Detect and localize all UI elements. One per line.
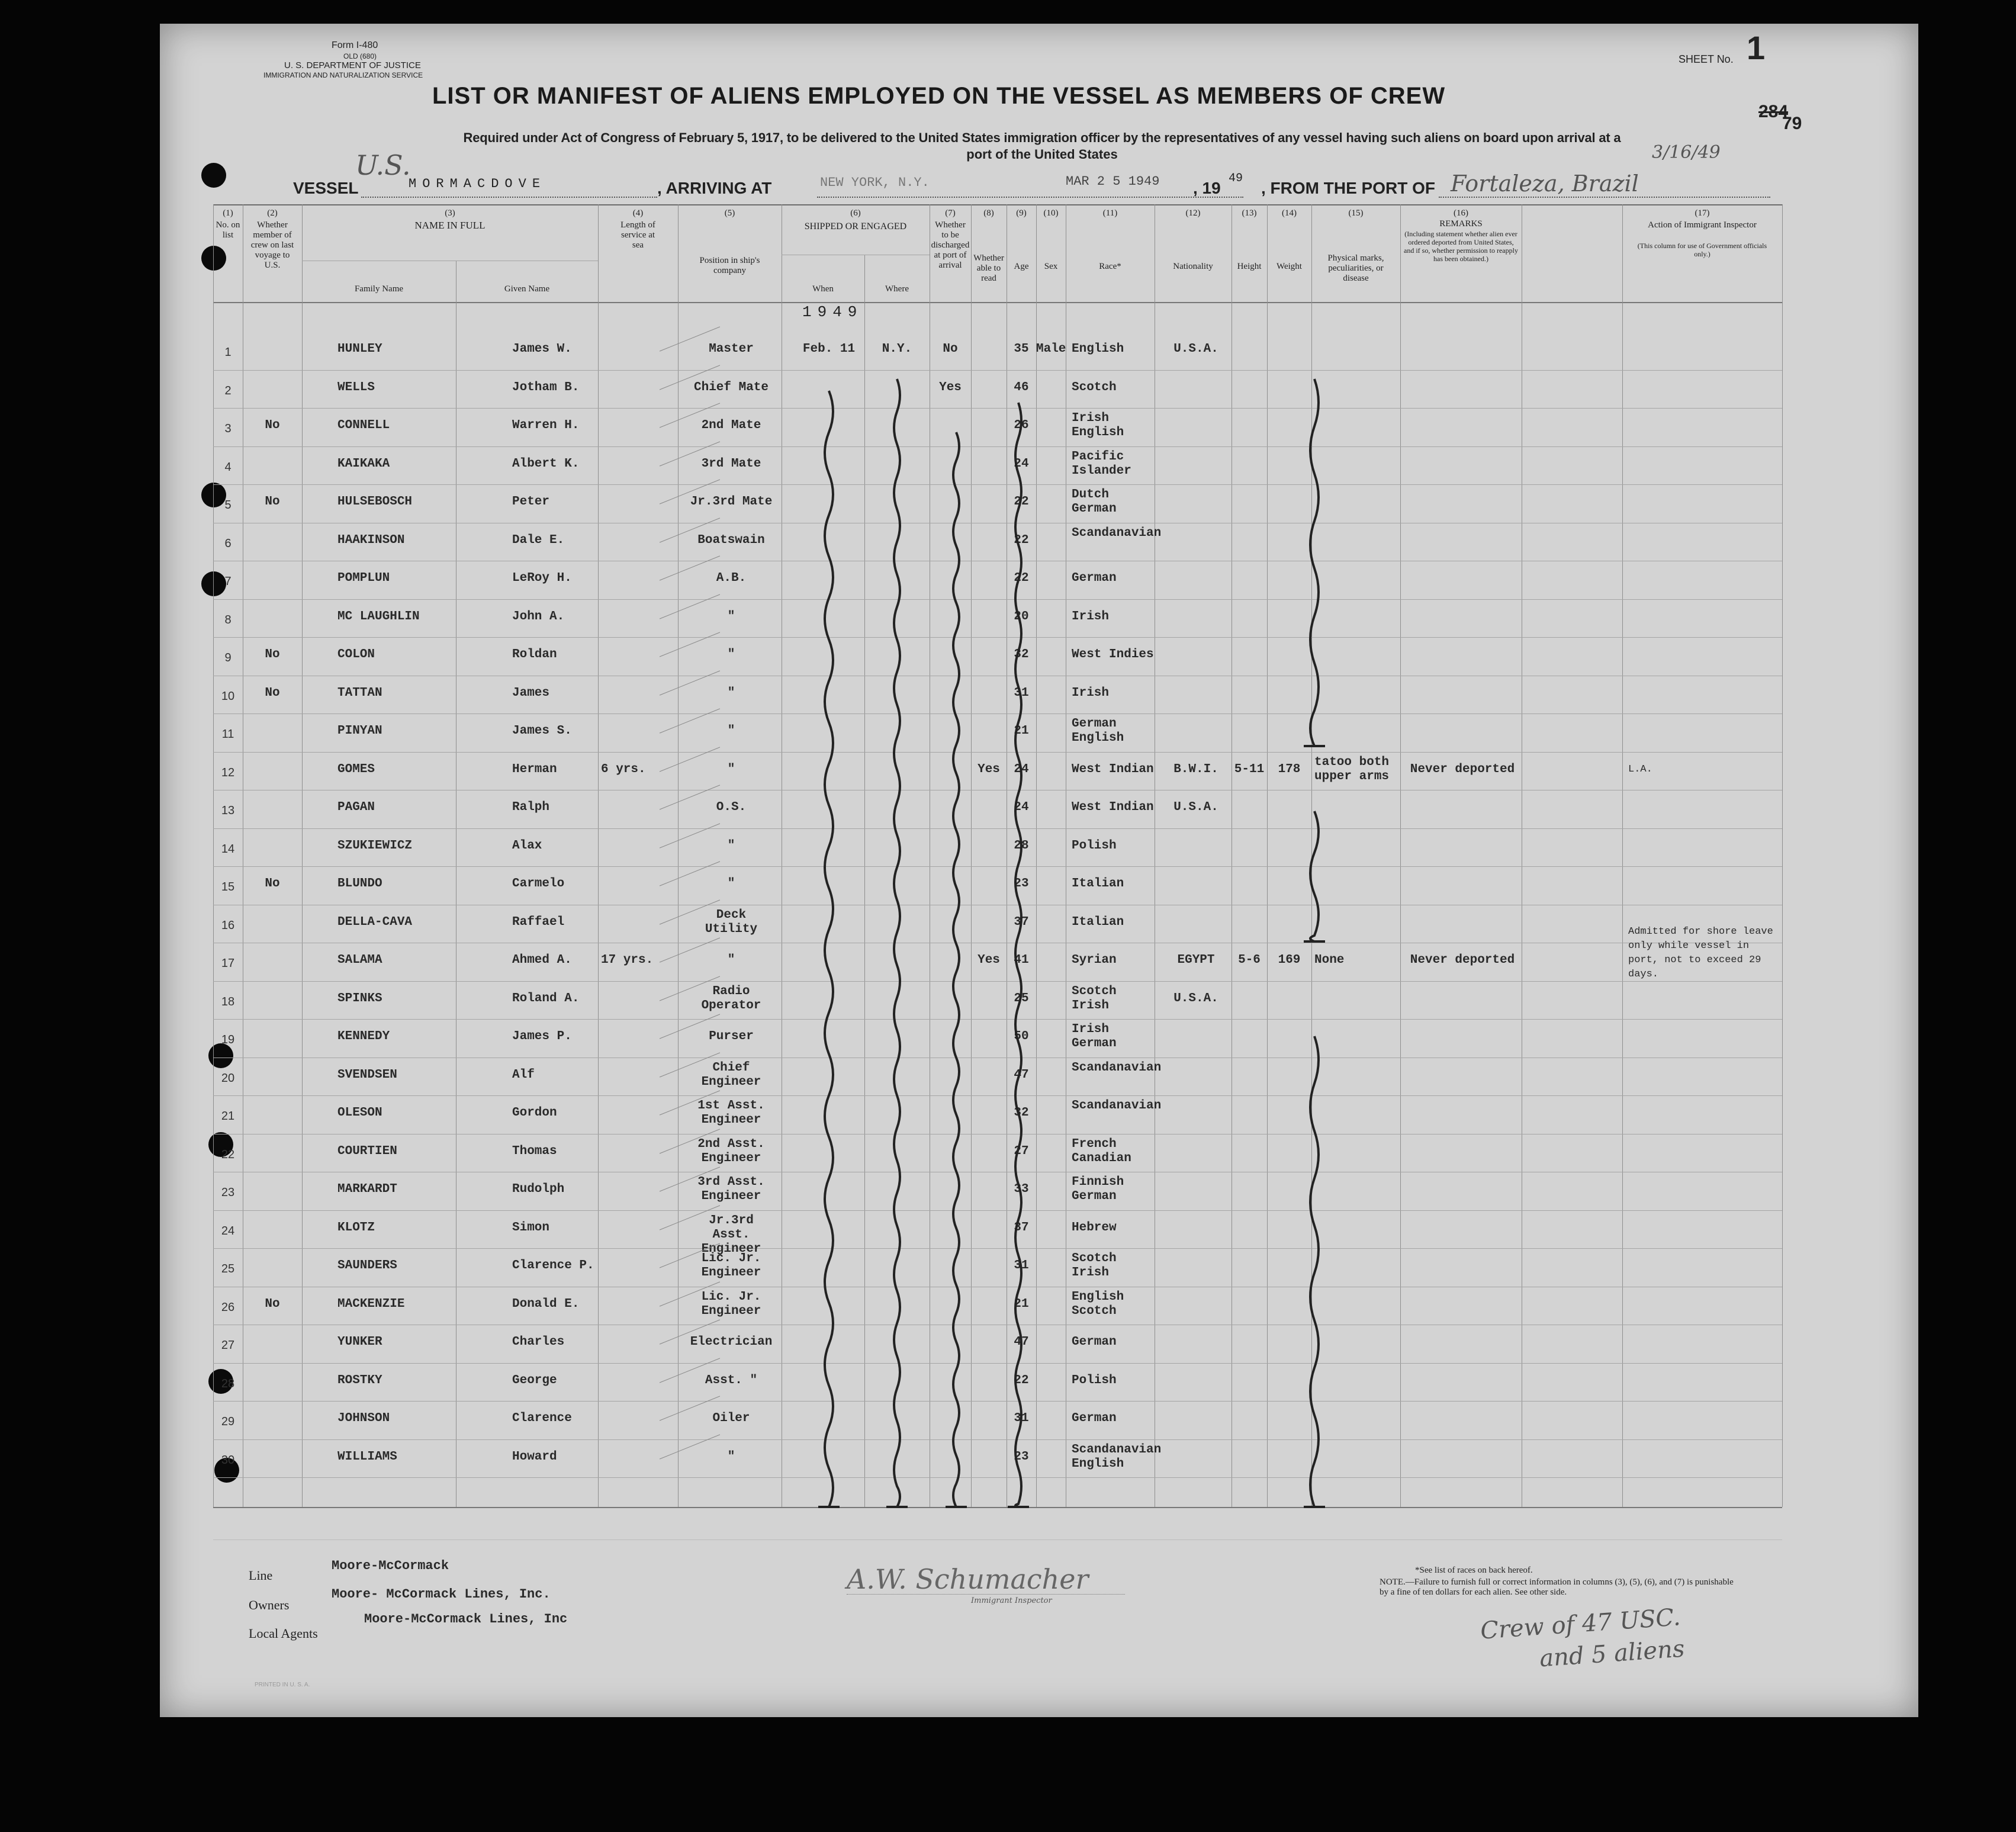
cell-given: Gordon: [512, 1106, 557, 1120]
cell-age: 41: [1014, 953, 1029, 967]
col-13-label: Height: [1237, 262, 1262, 271]
cell-family: WELLS: [337, 380, 375, 394]
cell-family: KLOTZ: [337, 1220, 375, 1235]
cell-age: 37: [1014, 1220, 1029, 1235]
corner-crossed: 284: [1758, 102, 1789, 121]
col-10-num: (10): [1043, 208, 1059, 218]
row-number: 16: [221, 918, 235, 932]
cell-given: Simon: [512, 1220, 550, 1235]
cell-given: Roland A.: [512, 991, 580, 1005]
cell-race: Polish: [1072, 1373, 1117, 1387]
row-number: 24: [221, 1224, 235, 1238]
cell-position: Jr.3rd Mate: [690, 495, 773, 509]
cell-position: Chief Engineer: [701, 1060, 761, 1089]
cell-weight: 169: [1278, 953, 1301, 967]
cell-age: 32: [1014, 1106, 1029, 1120]
manifest-page: [160, 24, 1918, 1717]
cell-race: Irish: [1072, 686, 1110, 700]
row-number: 21: [221, 1110, 235, 1123]
col-4-num: (4): [632, 208, 644, 218]
cell-position: Electrician: [690, 1335, 773, 1349]
cell-race: Dutch German: [1072, 488, 1117, 516]
form-edition: OLD (680): [343, 52, 377, 60]
cell-family: PAGAN: [337, 801, 375, 814]
agents-label: Local Agents: [249, 1626, 318, 1641]
cell-position: ": [727, 762, 735, 776]
cell-age: 27: [1014, 1144, 1029, 1158]
cell-given: Raffael: [512, 915, 565, 929]
cell-nationality: U.S.A.: [1173, 991, 1218, 1005]
cell-race: Irish German: [1072, 1023, 1117, 1050]
handwritten-date: 3/16/49: [1652, 142, 1721, 163]
cell-race: Scandanavian: [1072, 1060, 1162, 1075]
cell-age: 23: [1014, 1449, 1029, 1464]
vessel-name: MORMACDOVE: [409, 176, 546, 191]
row-number: 30: [221, 1453, 235, 1467]
cell-family: MARKARDT: [337, 1182, 397, 1196]
row-number: 13: [221, 804, 235, 817]
cell-height: 5-11: [1234, 762, 1265, 776]
col-5-label: Position in ship's company: [699, 256, 760, 275]
col-11-num: (11): [1102, 208, 1118, 218]
cell-age: 47: [1014, 1068, 1029, 1082]
cell-service: 6 yrs.: [601, 762, 646, 776]
row-number: 8: [224, 613, 231, 626]
col-15-num: (15): [1348, 208, 1364, 218]
cell-position: ": [727, 877, 735, 891]
row-number: 9: [224, 651, 231, 664]
remarks-note: (Including statement whether alien ever ordered deported from United States, and if so, whether permission to reapply has been obtained.): [1404, 230, 1518, 263]
cell-race: West Indies: [1072, 648, 1154, 661]
row-number: 23: [221, 1186, 235, 1199]
cell-family: KENNEDY: [337, 1030, 390, 1043]
cell-family: BLUNDO: [337, 877, 382, 891]
cell-service: 17 yrs.: [601, 953, 654, 967]
corner-number: 79: [1782, 114, 1802, 133]
cell-given: Clarence P.: [512, 1259, 594, 1272]
cell-nationality: U.S.A.: [1173, 801, 1218, 814]
cell-height: 5-6: [1238, 953, 1261, 967]
cell-position: Master: [709, 342, 754, 356]
cell-given: Clarence: [512, 1412, 572, 1425]
row-number: 22: [221, 1148, 235, 1161]
row-number: 18: [221, 995, 235, 1008]
col-7-num: (7): [945, 208, 956, 218]
cell-given: Ralph: [512, 801, 550, 814]
cell-family: MC LAUGHLIN: [337, 609, 420, 623]
cell-age: 21: [1014, 724, 1029, 738]
cell-race: German English: [1072, 717, 1124, 745]
row-number: 25: [221, 1262, 235, 1275]
col-8-num: (8): [983, 208, 994, 218]
cell-position: Purser: [709, 1030, 754, 1043]
col-17-label: Action of Immigrant Inspector: [1648, 220, 1757, 230]
col-9-num: (9): [1016, 208, 1027, 218]
row-number: 6: [224, 536, 231, 550]
cell-family: GOMES: [337, 762, 375, 776]
cell-position: ": [727, 1449, 735, 1464]
col-6-label: SHIPPED OR ENGAGED: [804, 221, 907, 232]
given-name-header: Given Name: [504, 284, 550, 294]
cell-crew: No: [265, 1297, 280, 1311]
cell-age: 25: [1014, 991, 1029, 1005]
cell-given: Ahmed A.: [512, 953, 572, 967]
row-number: 2: [224, 384, 231, 397]
cell-age: 24: [1014, 801, 1029, 814]
col-2-label: Whether member of crew on last voyage to U.S.: [250, 220, 294, 270]
row-number: 19: [221, 1033, 235, 1046]
cell-position: Chief Mate: [693, 380, 769, 394]
cell-family: WILLIAMS: [337, 1449, 397, 1464]
cell-position: A.B.: [716, 571, 747, 585]
cell-age: 33: [1014, 1182, 1029, 1196]
cell-family: HULSEBOSCH: [337, 495, 413, 509]
cell-race: Scandanavian: [1072, 526, 1162, 540]
handwritten-note-2: and 5 aliens: [1538, 1635, 1686, 1673]
vessel-prefix: U.S.: [355, 149, 411, 181]
cell-race: English: [1072, 342, 1124, 356]
cell-given: Howard: [512, 1449, 557, 1464]
port-label: , FROM THE PORT OF: [1261, 179, 1435, 197]
subtitle-line1: Required under Act of Congress of February 5, 1917, to be delivered to the United States immigration officer by the representatives of any vessel having such aliens on board upon arrival at a: [463, 130, 1621, 145]
cell-family: CONNELL: [337, 419, 390, 432]
cell-age: 31: [1014, 1412, 1029, 1425]
cell-position: 3rd Mate: [701, 457, 761, 471]
vessel-label: VESSEL: [293, 179, 359, 197]
col-15-label: Physical marks, peculiarities, or disease: [1327, 253, 1384, 283]
handwritten-note-1: Crew of 47 USC.: [1479, 1603, 1681, 1645]
printed-mark: PRINTED IN U. S. A.: [255, 1682, 310, 1688]
cell-position: 1st Asst. Engineer: [697, 1099, 765, 1127]
col-4-label: Length of service at sea: [620, 220, 655, 250]
cell-age: 32: [1014, 648, 1029, 661]
cell-discharged: Yes: [939, 380, 962, 394]
cell-race: German: [1072, 571, 1117, 585]
arriving-label: , ARRIVING AT: [657, 179, 772, 197]
cell-family: SALAMA: [337, 953, 382, 967]
cell-where: N.Y.: [882, 342, 912, 356]
row-number: 20: [221, 1071, 235, 1085]
col-1-num: (1): [223, 208, 233, 218]
col-6-num: (6): [850, 208, 861, 218]
cell-crew: No: [265, 495, 280, 509]
penalty-note: NOTE.—Failure to furnish full or correct information in columns (3), (5), (6), and (7) is punishable by a fine of ten dollars for each alien. See other side.: [1380, 1577, 1734, 1597]
page-title: LIST OR MANIFEST OF ALIENS EMPLOYED ON THE VESSEL AS MEMBERS OF CREW: [432, 83, 1446, 109]
cell-race: Italian: [1072, 915, 1124, 929]
cell-age: 31: [1014, 1259, 1029, 1272]
col-16-num: (16): [1454, 208, 1468, 218]
cell-race: Italian: [1072, 877, 1124, 891]
cell-age: 26: [1014, 419, 1029, 432]
cell-age: 22: [1014, 571, 1029, 585]
cell-age: 22: [1014, 533, 1029, 547]
row-number: 3: [224, 422, 231, 435]
year-value: 49: [1229, 172, 1243, 185]
cell-position: Asst. ": [705, 1373, 758, 1387]
cell-race: English Scotch: [1072, 1290, 1124, 1318]
cell-read: Yes: [978, 762, 1000, 776]
cell-given: Thomas: [512, 1144, 557, 1158]
cell-weight: 178: [1278, 762, 1301, 776]
owners-value: Moore- McCormack Lines, Inc.: [332, 1587, 551, 1602]
row-number: 4: [224, 460, 231, 474]
cell-race: Scotch: [1072, 380, 1117, 394]
cell-position: ": [727, 648, 735, 661]
cell-given: LeRoy H.: [512, 571, 572, 585]
cell-remarks: Never deported: [1410, 953, 1515, 967]
cell-race: Scandanavian English: [1072, 1442, 1162, 1471]
col-12-num: (12): [1185, 208, 1201, 218]
cell-family: ROSTKY: [337, 1373, 382, 1387]
cell-age: 22: [1014, 1373, 1029, 1387]
year-shipped: 1949: [802, 303, 863, 321]
cell-age: 24: [1014, 762, 1029, 776]
row-number: 12: [221, 766, 235, 779]
cell-position: ": [727, 609, 735, 623]
form-number: Form I-480: [332, 40, 378, 50]
cell-age: 21: [1014, 1297, 1029, 1311]
cell-crew: No: [265, 877, 280, 891]
cell-given: George: [512, 1373, 557, 1387]
cell-family: TATTAN: [337, 686, 382, 700]
cell-position: Jr.3rd Asst. Engineer: [701, 1213, 761, 1256]
cell-given: Jotham B.: [512, 380, 580, 394]
cell-sex: Male: [1036, 342, 1066, 356]
cell-family: PINYAN: [337, 724, 382, 738]
cell-age: 20: [1014, 609, 1029, 623]
col-9-label: Age: [1014, 262, 1029, 271]
cell-race: Polish: [1072, 838, 1117, 853]
cell-race: West Indian: [1072, 801, 1154, 814]
cell-race: German: [1072, 1335, 1117, 1349]
row-number: 15: [221, 880, 235, 893]
cell-position: ": [727, 838, 735, 853]
col-16-label: REMARKS: [1439, 219, 1483, 229]
cell-race: Scotch Irish: [1072, 1252, 1117, 1280]
cell-position: 2nd Mate: [701, 419, 761, 432]
cell-read: Yes: [978, 953, 1000, 967]
arriving-at: NEW YORK, N.Y.: [820, 175, 930, 190]
cell-age: 47: [1014, 1335, 1029, 1349]
cell-given: John A.: [512, 609, 565, 623]
cell-race: German: [1072, 1412, 1117, 1425]
cell-given: James W.: [512, 342, 572, 356]
col-14-label: Weight: [1277, 262, 1302, 271]
where-header: Where: [885, 284, 909, 294]
row-number: 11: [221, 728, 234, 741]
cell-given: Warren H.: [512, 419, 580, 432]
col-17-num: (17): [1695, 208, 1710, 218]
cell-family: SPINKS: [337, 991, 382, 1005]
cell-family: POMPLUN: [337, 571, 390, 585]
col-1-label: No. on list: [216, 220, 240, 240]
owners-label: Owners: [249, 1598, 290, 1612]
subtitle-line2: port of the United States: [966, 147, 1118, 162]
cell-age: 24: [1014, 457, 1029, 471]
col-8-label: Whether able to read: [973, 253, 1004, 283]
cell-position: 3rd Asst. Engineer: [697, 1175, 765, 1203]
cell-family: MACKENZIE: [337, 1297, 405, 1311]
row-number: 27: [221, 1339, 235, 1352]
cell-given: James: [512, 686, 550, 700]
when-header: When: [812, 284, 834, 294]
cell-race: French Canadian: [1072, 1137, 1131, 1165]
cell-given: Roldan: [512, 648, 557, 661]
cell-position: Oiler: [712, 1412, 750, 1425]
cell-crew: No: [265, 648, 280, 661]
cell-family: SAUNDERS: [337, 1259, 397, 1272]
agents-value: Moore-McCormack Lines, Inc: [364, 1612, 568, 1627]
cell-family: SZUKIEWICZ: [337, 838, 413, 853]
cell-given: James S.: [512, 724, 572, 738]
row-number: 26: [221, 1300, 235, 1314]
cell-crew: No: [265, 686, 280, 700]
cell-given: Dale E.: [512, 533, 565, 547]
cell-age: 31: [1014, 686, 1029, 700]
row-number: 5: [224, 499, 231, 512]
row-number: 1: [224, 346, 231, 359]
col-5-num: (5): [724, 208, 735, 218]
cell-discharged: No: [943, 342, 958, 356]
cell-given: Alf: [512, 1068, 535, 1082]
cell-age: 22: [1014, 495, 1029, 509]
col-13-num: (13): [1242, 208, 1257, 218]
cell-age: 46: [1014, 380, 1029, 394]
col-3-num: (3): [445, 208, 455, 218]
row-number: 28: [221, 1377, 235, 1390]
cell-nationality: U.S.A.: [1173, 342, 1218, 356]
row-number: 10: [221, 689, 235, 703]
cell-given: Herman: [512, 762, 557, 776]
cell-given: Carmelo: [512, 877, 565, 891]
department: U. S. DEPARTMENT OF JUSTICE: [284, 60, 421, 70]
row-number: 14: [221, 842, 235, 856]
row-number: 17: [221, 957, 235, 970]
col-12-label: Nationality: [1173, 262, 1213, 271]
cell-family: KAIKAKA: [337, 457, 390, 471]
col-3-label: NAME IN FULL: [414, 220, 485, 231]
line-label: Line: [249, 1568, 273, 1583]
cell-race: Syrian: [1072, 953, 1117, 967]
col-11-label: Race*: [1099, 262, 1121, 271]
cell-family: SVENDSEN: [337, 1068, 397, 1082]
cell-position: 2nd Asst. Engineer: [697, 1137, 765, 1165]
cell-race: Irish English: [1072, 412, 1124, 439]
cell-race: Scandanavian: [1072, 1099, 1162, 1113]
cell-race: Irish: [1072, 609, 1110, 623]
cell-age: 23: [1014, 877, 1029, 891]
cell-given: Albert K.: [512, 457, 580, 471]
col-7-label: Whether to be discharged at port of arrival: [931, 220, 970, 270]
col-14-num: (14): [1282, 208, 1297, 218]
stamp-date: MAR 2 5 1949: [1066, 174, 1160, 189]
cell-age: 28: [1014, 838, 1029, 853]
cell-family: OLESON: [337, 1106, 382, 1120]
cell-position: Radio Operator: [701, 984, 761, 1013]
inspector-signature: A.W. Schumacher: [847, 1563, 1089, 1595]
cell-remarks: Never deported: [1410, 762, 1515, 776]
cell-given: Donald E.: [512, 1297, 580, 1311]
cell-family: COURTIEN: [337, 1144, 397, 1158]
cell-family: HUNLEY: [337, 342, 382, 356]
cell-race: Finnish German: [1072, 1175, 1124, 1203]
cell-given: Charles: [512, 1335, 565, 1349]
cell-position: Lic. Jr. Engineer: [701, 1290, 761, 1318]
cell-given: James P.: [512, 1030, 572, 1043]
cell-nationality: EGYPT: [1177, 953, 1215, 967]
cell-family: COLON: [337, 648, 375, 661]
cell-position: Lic. Jr. Engineer: [701, 1252, 761, 1280]
year-label: , 19: [1193, 179, 1221, 197]
cell-given: Rudolph: [512, 1182, 565, 1196]
sheet-number: 1: [1747, 29, 1766, 66]
cell-crew: No: [265, 419, 280, 432]
family-name-header: Family Name: [354, 284, 404, 294]
cell-nationality: B.W.I.: [1173, 762, 1218, 776]
col-10-label: Sex: [1044, 262, 1058, 271]
cell-race: Scotch Irish: [1072, 984, 1117, 1013]
cell-family: HAAKINSON: [337, 533, 405, 547]
ditto-wavy-lines: [160, 24, 1918, 1717]
col-2-num: (2): [267, 208, 278, 218]
service: IMMIGRATION AND NATURALIZATION SERVICE: [263, 71, 423, 79]
row-number: 7: [224, 575, 231, 588]
cell-family: JOHNSON: [337, 1412, 390, 1425]
cell-position: Boatswain: [697, 533, 765, 547]
row-number: 29: [221, 1415, 235, 1428]
cell-given: Peter: [512, 495, 550, 509]
port-value: Fortaleza, Brazil: [1451, 171, 1639, 197]
action-note: (This column for use of Government officials only.): [1637, 242, 1767, 258]
cell-family: YUNKER: [337, 1335, 382, 1349]
cell-position: O.S.: [716, 801, 747, 814]
cell-marks: tatoo both upper arms: [1314, 755, 1390, 783]
cell-race: West Indian: [1072, 762, 1154, 776]
cell-position: ": [727, 953, 735, 967]
cell-age: 37: [1014, 915, 1029, 929]
cell-race: Hebrew: [1072, 1220, 1117, 1235]
cell-age: 50: [1014, 1030, 1029, 1043]
races-note: *See list of races on back hereof.: [1415, 1566, 1533, 1575]
sheet-label: SHEET No.: [1679, 53, 1734, 65]
cell-marks: None: [1314, 953, 1345, 967]
cell-age: 35: [1014, 342, 1029, 356]
inspector-label: Immigrant Inspector: [971, 1596, 1052, 1605]
line-value: Moore-McCormack: [332, 1558, 449, 1573]
cell-position: Deck Utility: [705, 908, 758, 936]
cell-given: Alax: [512, 838, 542, 853]
cell-position: ": [727, 686, 735, 700]
cell-action: Admitted for shore leave only while vessel in port, not to exceed 29 days.: [1628, 926, 1773, 980]
cell-action: L.A.: [1628, 763, 1652, 775]
cell-family: DELLA-CAVA: [337, 915, 413, 929]
cell-race: Pacific Islander: [1072, 449, 1131, 478]
cell-position: ": [727, 724, 735, 738]
cell-when: Feb. 11: [802, 342, 856, 356]
